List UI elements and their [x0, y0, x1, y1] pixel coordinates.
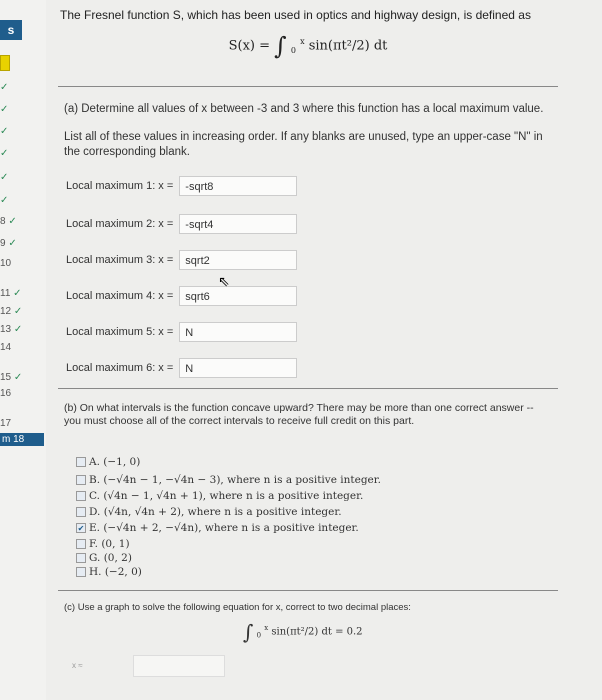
option-checkbox[interactable] — [76, 491, 86, 501]
local-maximum-input[interactable]: N — [179, 322, 297, 342]
option-label: G. (0, 2) — [89, 552, 132, 564]
answer-option[interactable] — [76, 552, 132, 564]
local-maximum-row — [66, 286, 297, 306]
local-maximum-label: Local maximum 6: x = — [66, 362, 174, 374]
part-c-answer-input[interactable] — [133, 655, 225, 677]
option-checkbox[interactable] — [76, 553, 86, 563]
formula-rhs: sin(πt²/2) dt = 0.2 — [271, 626, 363, 638]
part-a-instructions: List all of these values in increasing order. If any blanks are unused, type an upper-case "N" in the corresponding blank. — [64, 131, 543, 158]
sidebar-marker — [0, 55, 10, 71]
part-c-prompt: (c) Use a graph to solve the following equation for x, correct to two decimal places: — [64, 602, 411, 613]
answer-option[interactable] — [76, 474, 381, 486]
sidebar-item[interactable] — [0, 306, 22, 317]
assignment-sidebar — [0, 0, 46, 700]
sidebar-item[interactable] — [0, 372, 22, 383]
local-maximum-row — [66, 250, 297, 270]
formula-rhs: sin(πt²/2) dt — [308, 38, 388, 54]
sidebar-item-label: 12 — [0, 306, 12, 317]
check-icon: ✓ — [8, 216, 17, 227]
sidebar-item[interactable] — [0, 288, 22, 299]
sidebar-item[interactable] — [0, 324, 22, 335]
fresnel-formula — [58, 32, 558, 60]
sidebar-item-label: 9 — [0, 238, 6, 249]
sidebar-item-label: 16 — [0, 388, 12, 399]
question-intro: The Fresnel function S, which has been used in optics and highway design, is defined as — [60, 8, 531, 22]
local-maximum-input[interactable]: N — [179, 358, 297, 378]
option-label: A. (−1, 0) — [89, 456, 141, 468]
local-maximum-label: Local maximum 4: x = — [66, 290, 174, 302]
check-icon: ✓ — [13, 288, 22, 299]
answer-option[interactable] — [76, 490, 363, 502]
check-icon: ✓ — [8, 238, 17, 249]
sidebar-item-label: 17 — [0, 418, 12, 429]
integral-lower: 0 — [290, 46, 296, 56]
check-icon: ✓ — [13, 324, 23, 335]
part-c-field-label: x ≈ — [72, 661, 83, 670]
sidebar-item-label: 11 — [0, 288, 11, 299]
option-label: F. (0, 1) — [89, 538, 130, 550]
local-maximum-label: Local maximum 1: x = — [66, 180, 174, 192]
local-maximum-label: Local maximum 2: x = — [66, 218, 174, 230]
local-maximum-label: Local maximum 3: x = — [66, 254, 174, 266]
check-icon: ✓ — [0, 195, 9, 206]
check-icon: ✓ — [0, 126, 9, 137]
option-label: D. (√4n, √4n + 2), where n is a positive integer. — [89, 506, 342, 518]
sidebar-item[interactable] — [0, 258, 11, 269]
sidebar-item[interactable] — [0, 172, 8, 183]
integral-sign: ∫ — [274, 32, 287, 60]
divider — [58, 388, 558, 389]
part-b-prompt: (b) On what intervals is the function concave upward? There may be more than one correct answer -- you must choose all of the correct intervals to receive full credit on this part. — [64, 402, 534, 427]
local-maximum-input[interactable]: sqrt6 — [179, 286, 297, 306]
integral-lower: 0 — [256, 631, 262, 640]
sidebar-item[interactable] — [0, 195, 8, 206]
check-icon: ✓ — [0, 148, 9, 159]
answer-option[interactable] — [76, 522, 359, 534]
sidebar-item[interactable] — [0, 82, 8, 93]
check-icon: ✓ — [0, 104, 9, 115]
option-label: B. (−√4n − 1, −√4n − 3), where n is a positive integer. — [89, 474, 381, 486]
option-checkbox[interactable] — [76, 475, 86, 485]
sidebar-item[interactable] — [0, 342, 11, 353]
answer-option[interactable] — [76, 566, 142, 578]
option-label: C. (√4n − 1, √4n + 1), where n is a positive integer. — [89, 490, 364, 502]
sidebar-item-label: 10 — [0, 258, 12, 269]
local-maximum-row — [66, 214, 297, 234]
sidebar-item-label: 8 — [0, 216, 6, 227]
check-icon: ✓ — [0, 172, 9, 183]
option-label: E. (−√4n + 2, −√4n), where n is a positive integer. — [89, 522, 359, 534]
integral-upper: x — [264, 624, 269, 633]
integral-sign: ∫ — [243, 620, 254, 644]
sidebar-item-label: 14 — [0, 342, 12, 353]
answer-option[interactable] — [76, 538, 130, 550]
formula-lhs: S(x) = — [228, 38, 271, 54]
sidebar-item-label: 13 — [0, 324, 12, 335]
sidebar-item[interactable] — [0, 148, 8, 159]
local-maximum-input[interactable]: sqrt2 — [179, 250, 297, 270]
sidebar-tab[interactable]: s — [0, 20, 22, 40]
sidebar-item[interactable] — [0, 418, 11, 429]
divider — [58, 590, 558, 591]
option-checkbox[interactable]: ✔ — [77, 523, 85, 533]
option-checkbox[interactable] — [76, 507, 86, 517]
sidebar-item[interactable] — [0, 216, 17, 227]
local-maximum-row — [66, 176, 297, 196]
check-icon: ✓ — [13, 306, 23, 317]
sidebar-item[interactable] — [0, 104, 8, 115]
part-c-formula — [243, 620, 363, 644]
sidebar-item[interactable] — [0, 388, 11, 399]
check-icon: ✓ — [13, 372, 23, 383]
answer-option[interactable] — [76, 506, 342, 518]
option-label: H. (−2, 0) — [89, 566, 142, 578]
option-checkbox[interactable] — [76, 567, 86, 577]
mouse-cursor-icon: ⇖ — [218, 273, 230, 289]
sidebar-item[interactable] — [0, 238, 17, 249]
option-checkbox[interactable] — [76, 457, 86, 467]
check-icon: ✓ — [0, 82, 9, 93]
local-maximum-label: Local maximum 5: x = — [66, 326, 174, 338]
integral-upper: x — [300, 37, 305, 47]
divider — [58, 86, 558, 87]
local-maximum-row — [66, 322, 297, 342]
local-maximum-input[interactable]: -sqrt4 — [179, 214, 297, 234]
part-a-prompt: (a) Determine all values of x between -3 and 3 where this function has a local maximum value. — [64, 103, 544, 115]
sidebar-item-current[interactable]: m 18 — [0, 433, 44, 446]
sidebar-item-label: 15 — [0, 372, 12, 383]
local-maximum-input[interactable]: -sqrt8 — [179, 176, 297, 196]
question-panel — [58, 0, 588, 700]
local-maximum-row — [66, 358, 297, 378]
sidebar-item[interactable] — [0, 126, 8, 137]
option-checkbox[interactable] — [76, 539, 86, 549]
answer-option[interactable] — [76, 456, 140, 468]
